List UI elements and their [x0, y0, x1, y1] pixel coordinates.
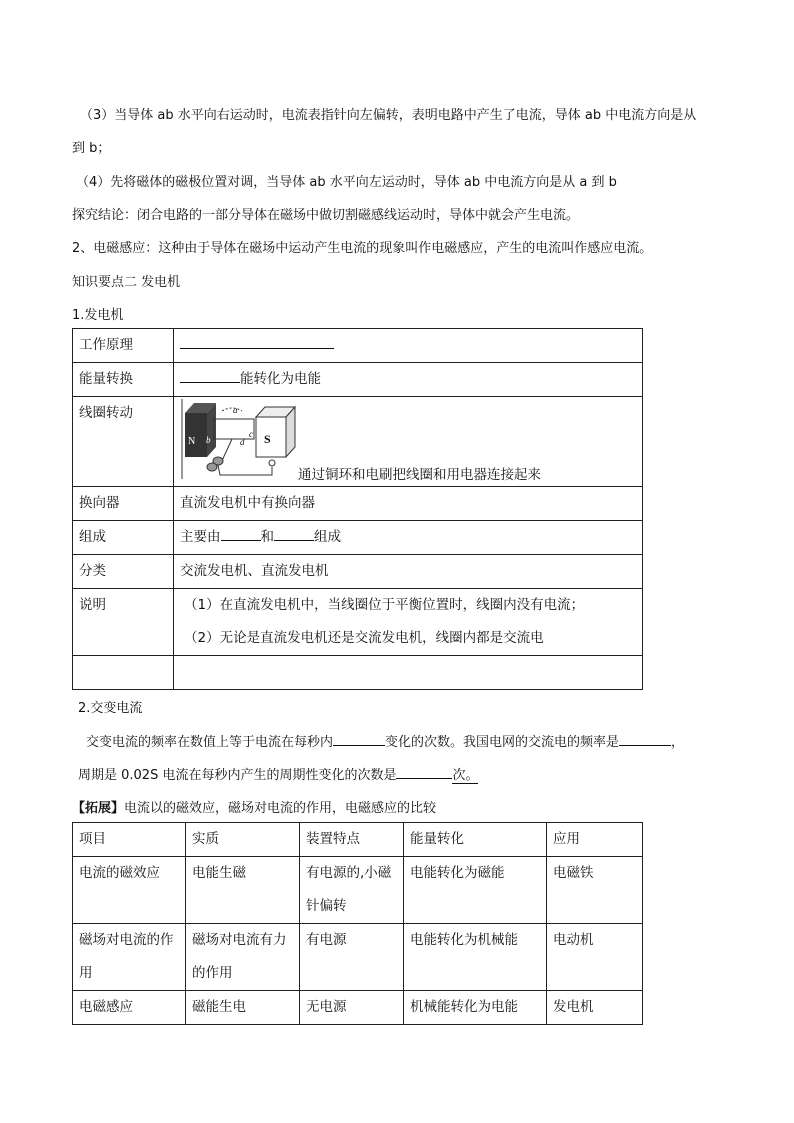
row-value — [174, 397, 643, 487]
generator-heading: 1.发电机 — [72, 308, 124, 323]
row-value: 主要由 和 组成 — [174, 521, 643, 555]
svg-text:b: b — [206, 435, 211, 445]
row-label: 分类 — [73, 555, 174, 589]
svg-text:N: N — [188, 436, 196, 447]
table-cell: 发电机 — [547, 991, 643, 1025]
svg-text:S: S — [264, 432, 271, 446]
svg-text:d: d — [240, 437, 245, 447]
paragraph-3: （3）当导体 ab 水平向右运动时，电流表指针向左偏转，表明电路中产生了电流，导体 ab 中电流方向是从 — [80, 108, 697, 123]
answer-suffix: 次。 — [452, 768, 479, 783]
row-label: 换向器 — [73, 487, 174, 521]
answer-blank — [333, 731, 385, 746]
answer-blank — [274, 526, 314, 541]
table-cell: 电磁铁 — [547, 857, 643, 924]
ac-line-1: 交变电流的频率在数值上等于电流在每秒内 变化的次数。我国电网的交流电的频率是 ， — [86, 731, 684, 750]
table-row — [73, 924, 643, 991]
column-header: 实质 — [186, 823, 300, 857]
table-cell: 有电源的,小磁针偏转 — [300, 857, 404, 924]
generator-diagram — [180, 399, 310, 479]
conclusion: 探究结论：闭合电路的一部分导体在磁场中做切割磁感线运动时，导体中就会产生电流。 — [72, 208, 580, 223]
comparison-table — [72, 822, 643, 1025]
table-cell: 有电源 — [300, 924, 404, 991]
ac-line-2: 周期是 0.02S 电流在每秒内产生的周期性变化的次数是 次。 — [78, 764, 478, 783]
empty-cell — [73, 656, 174, 690]
row-value — [174, 589, 643, 656]
answer-blank — [180, 368, 240, 383]
column-header: 装置特点 — [300, 823, 404, 857]
column-header: 能量转化 — [404, 823, 547, 857]
table-cell: 机械能转化为电能 — [404, 991, 547, 1025]
table-cell: 电动机 — [547, 924, 643, 991]
empty-cell — [174, 656, 643, 690]
svg-text:a: a — [233, 405, 238, 415]
table-cell: 电能生磁 — [186, 857, 300, 924]
row-label: 线圈转动 — [73, 397, 174, 487]
row-label: 组成 — [73, 521, 174, 555]
table-cell: 电能转化为磁能 — [404, 857, 547, 924]
row-value: 交流发电机、直流发电机 — [174, 555, 643, 589]
table-cell: 无电源 — [300, 991, 404, 1025]
row-value: 直流发电机中有换向器 — [174, 487, 643, 521]
column-header: 项目 — [73, 823, 186, 857]
svg-text:c: c — [249, 429, 253, 439]
table-cell: 电流的磁效应 — [73, 857, 186, 924]
section-heading: 知识要点二 发电机 — [72, 275, 181, 290]
generator-table — [72, 328, 643, 690]
row-label: 说明 — [73, 589, 174, 656]
magnet-s-pole — [256, 417, 286, 457]
answer-blank — [396, 764, 452, 779]
answer-blank — [174, 329, 643, 363]
note-2: （2）无论是直流发电机还是交流发电机，线圈内都是交流电 — [184, 630, 544, 646]
row-label: 能量转换 — [73, 363, 174, 397]
ac-heading: 2.交变电流 — [78, 701, 143, 716]
table-row — [73, 857, 643, 924]
diagram-caption: 通过铜环和电刷把线圈和用电器连接起来 — [298, 467, 541, 483]
table-header-row — [73, 823, 643, 857]
note-1: （1）在直流发电机中，当线圈位于平衡位置时，线圈内没有电流； — [184, 597, 585, 613]
extension-heading: 【拓展】电流以的磁效应，磁场对电流的作用，电磁感应的比较 — [72, 801, 437, 816]
extension-tag: 【拓展】 — [72, 801, 125, 816]
table-cell: 磁场对电流有力的作用 — [186, 924, 300, 991]
row-value: 能转化为电能 — [174, 363, 643, 397]
answer-blank — [619, 731, 671, 746]
answer-blank — [221, 526, 261, 541]
table-cell: 磁场对电流的作用 — [73, 924, 186, 991]
table-cell: 磁能生电 — [186, 991, 300, 1025]
column-header: 应用 — [547, 823, 643, 857]
induction-definition: 2、电磁感应：这种由于导体在磁场中运动产生电流的现象叫作电磁感应，产生的电流叫作感应电流。 — [72, 241, 653, 256]
row-label: 工作原理 — [73, 329, 174, 363]
paragraph-4: （4）先将磁体的磁极位置对调，当导体 ab 水平向左运动时，导体 ab 中电流方向是从 a 到 b — [76, 175, 617, 190]
magnet-n-pole — [185, 413, 207, 457]
table-cell: 电磁感应 — [73, 991, 186, 1025]
coil — [214, 419, 254, 439]
paragraph-3-cont: 到 b； — [72, 141, 111, 156]
table-row — [73, 991, 643, 1025]
table-cell: 电能转化为机械能 — [404, 924, 547, 991]
